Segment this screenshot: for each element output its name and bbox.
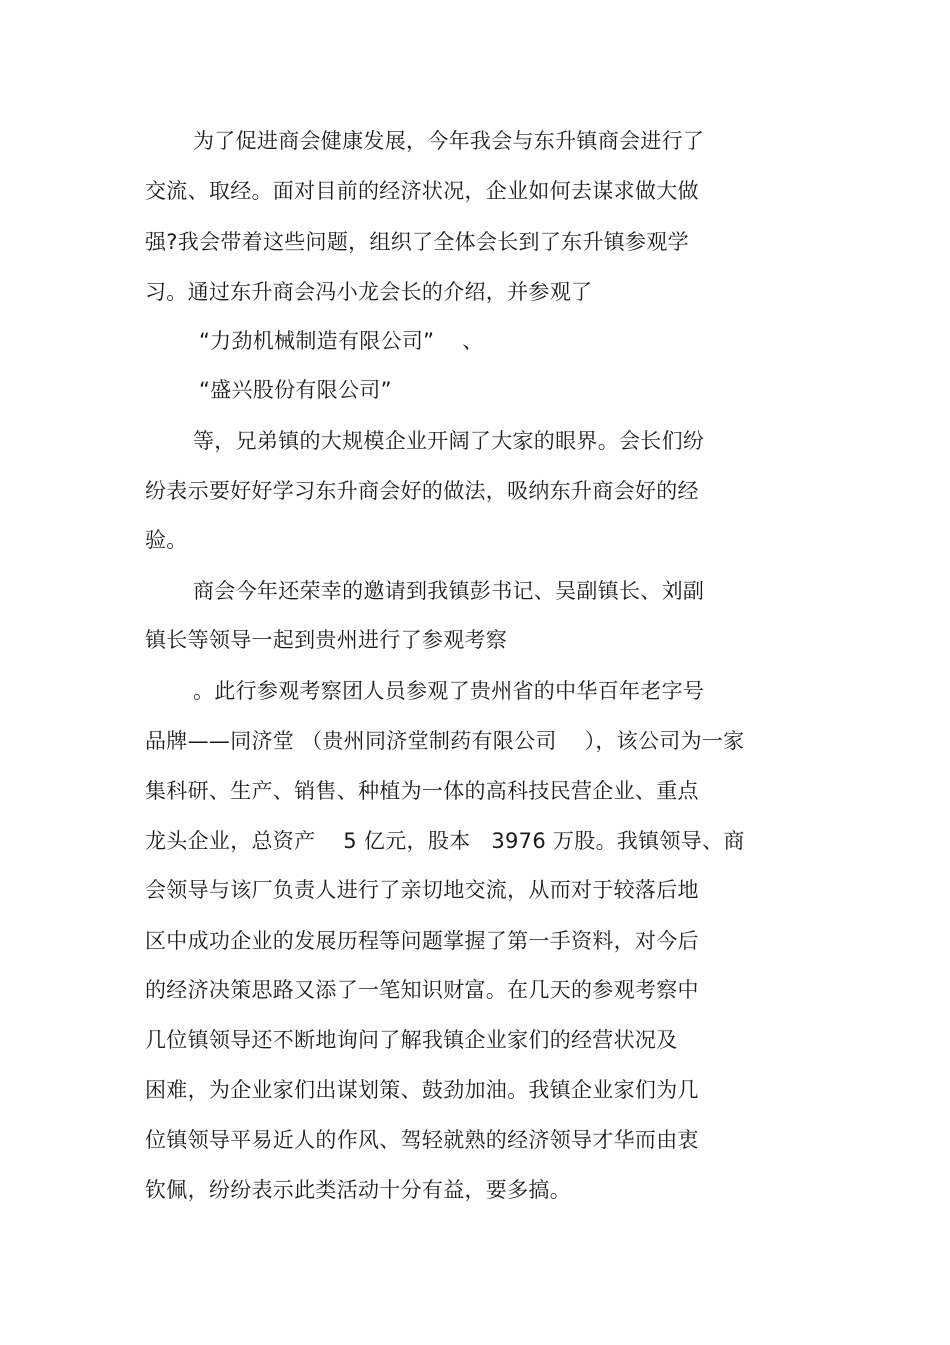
text-line: 区中成功企业的发展历程等问题掌握了第一手资料，对今后 xyxy=(145,929,699,953)
text-line: 集科研、生产、销售、种植为一体的高科技民营企业、重点 xyxy=(145,779,699,803)
text-line: “力劲机械制造有限公司” 、 xyxy=(199,329,484,353)
text-line: 困难，为企业家们出谋划策、鼓劲加油。我镇企业家们为几 xyxy=(145,1078,699,1102)
text-line: 几位镇领导还不断地询问了解我镇企业家们的经营状况及 xyxy=(145,1028,678,1052)
text-line: 品牌——同济堂 （贵州同济堂制药有限公司 ），该公司为一家 xyxy=(145,729,745,753)
text-line: 为了促进商会健康发展，今年我会与东升镇商会进行了 xyxy=(193,129,705,153)
text-line: 会领导与该厂负责人进行了亲切地交流，从而对于较落后地 xyxy=(145,878,699,902)
text-line: 纷表示要好好学习东升商会好的做法，吸纳东升商会好的经 xyxy=(145,479,699,503)
text-line: 等，兄弟镇的大规模企业开阔了大家的眼界。会长们纷 xyxy=(193,429,705,453)
text-line: 镇长等领导一起到贵州进行了参观考察 xyxy=(145,628,508,652)
text-line: 龙头企业，总资产 5 亿元，股本 3976 万股。我镇领导、商 xyxy=(145,829,745,853)
text-line: 的经济决策思路又添了一笔知识财富。在几天的参观考察中 xyxy=(145,978,699,1002)
text-line: 强?我会带着这些问题，组织了全体会长到了东升镇参观学 xyxy=(145,230,689,254)
text-line: 。此行参观考察团人员参观了贵州省的中华百年老字号 xyxy=(193,679,705,703)
text-line: 商会今年还荣幸的邀请到我镇彭书记、吴副镇长、刘副 xyxy=(193,579,705,603)
text-line: 位镇领导平易近人的作风、驾轻就熟的经济领导才华而由衷 xyxy=(145,1128,699,1152)
text-line: 验。 xyxy=(145,528,188,552)
text-line: 交流、取经。面对目前的经济状况，企业如何去谋求做大做 xyxy=(145,179,699,203)
text-line: 习。通过东升商会冯小龙会长的介绍，并参观了 xyxy=(145,280,593,304)
text-line: “盛兴股份有限公司” xyxy=(199,378,392,402)
text-line: 钦佩，纷纷表示此类活动十分有益，要多搞。 xyxy=(145,1178,571,1202)
